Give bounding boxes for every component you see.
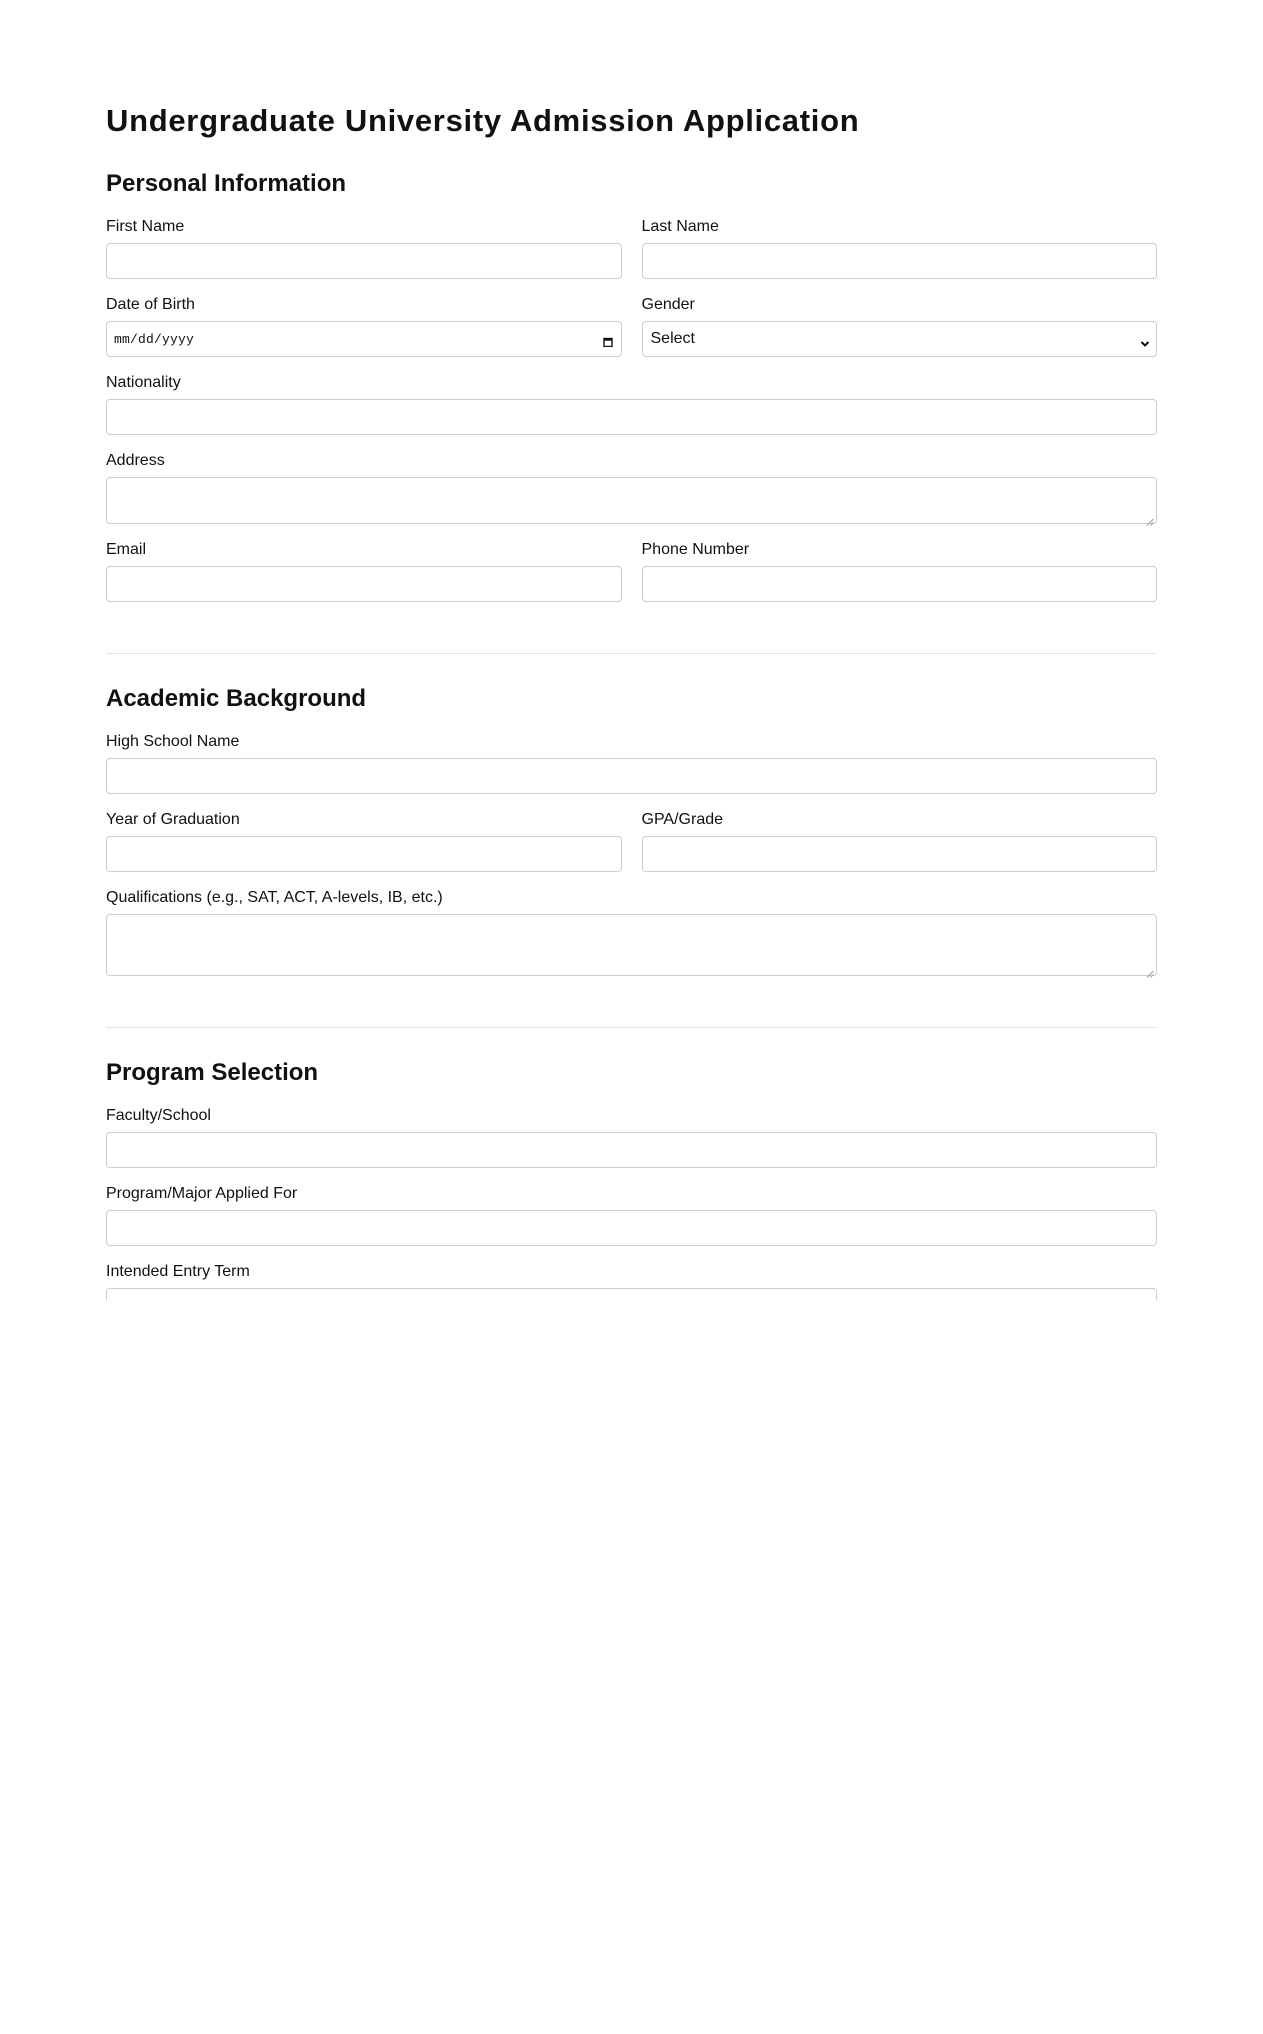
- email-label: Email: [106, 541, 147, 558]
- gender-label: Gender: [641, 296, 695, 313]
- resize-handle-icon[interactable]: [1146, 513, 1154, 521]
- phone-label: Phone Number: [641, 541, 750, 558]
- address-label: Address: [106, 452, 165, 469]
- grad-year-field: [106, 811, 622, 872]
- faculty-input[interactable]: [106, 1132, 1157, 1168]
- section-heading-program: Program Selection: [106, 1059, 319, 1086]
- phone-input[interactable]: [642, 566, 1158, 602]
- entry-term-field: [106, 1263, 1157, 1300]
- grad-gpa-row: [106, 811, 1157, 889]
- major-label: Program/Major Applied For: [106, 1185, 298, 1202]
- section-heading-personal: Personal Information: [106, 170, 347, 197]
- email-input[interactable]: [106, 566, 622, 602]
- last-name-label: Last Name: [641, 218, 719, 235]
- dob-label: Date of Birth: [106, 296, 195, 313]
- high-school-input[interactable]: [106, 758, 1157, 794]
- phone-field: [642, 541, 1158, 602]
- qualifications-textarea[interactable]: [106, 914, 1157, 976]
- qualifications-label: Qualifications (e.g., SAT, ACT, A-levels, IB, etc.): [106, 889, 443, 906]
- page-title: Undergraduate University Admission Application: [106, 103, 860, 138]
- nationality-input[interactable]: [106, 399, 1157, 435]
- qualifications-field: [106, 889, 1157, 976]
- last-name-input[interactable]: [642, 243, 1158, 279]
- name-row: [106, 218, 1157, 296]
- section-heading-academic: Academic Background: [106, 685, 367, 712]
- nationality-label: Nationality: [106, 374, 181, 391]
- gpa-input[interactable]: [642, 836, 1158, 872]
- section-divider: [106, 1027, 1157, 1028]
- faculty-label: Faculty/School: [106, 1107, 211, 1124]
- high-school-label: High School Name: [106, 733, 240, 750]
- gender-field: [642, 296, 1158, 357]
- high-school-field: [106, 733, 1157, 794]
- resize-handle-icon[interactable]: [1146, 965, 1154, 973]
- application-form: [106, 103, 1157, 1300]
- first-name-label: First Name: [106, 218, 185, 235]
- major-input[interactable]: [106, 1210, 1157, 1246]
- dob-field: [106, 296, 622, 357]
- grad-year-input[interactable]: [106, 836, 622, 872]
- contact-row: [106, 541, 1157, 619]
- dob-placeholder: mm/dd/yyyy: [114, 331, 195, 347]
- first-name-field: [106, 218, 622, 279]
- dob-input[interactable]: [106, 321, 622, 357]
- entry-term-input[interactable]: [106, 1288, 1157, 1300]
- section-academic-background: [106, 685, 1157, 1027]
- section-program-selection: [106, 1059, 1157, 1300]
- gender-selected-value: Select: [650, 330, 695, 347]
- grad-year-label: Year of Graduation: [106, 811, 240, 828]
- gender-select[interactable]: [642, 321, 1158, 357]
- address-field: [106, 452, 1157, 524]
- nationality-field: [106, 374, 1157, 435]
- section-divider: [106, 653, 1157, 654]
- gpa-field: [642, 811, 1158, 872]
- entry-term-label: Intended Entry Term: [106, 1263, 250, 1280]
- major-field: [106, 1185, 1157, 1246]
- first-name-input[interactable]: [106, 243, 622, 279]
- gpa-label: GPA/Grade: [641, 811, 724, 828]
- section-personal-information: [106, 170, 1157, 653]
- email-field: [106, 541, 622, 602]
- faculty-field: [106, 1107, 1157, 1168]
- chevron-down-icon: [1140, 335, 1150, 343]
- dob-gender-row: [106, 296, 1157, 374]
- last-name-field: [642, 218, 1158, 279]
- address-textarea[interactable]: [106, 477, 1157, 524]
- calendar-icon[interactable]: [603, 334, 613, 344]
